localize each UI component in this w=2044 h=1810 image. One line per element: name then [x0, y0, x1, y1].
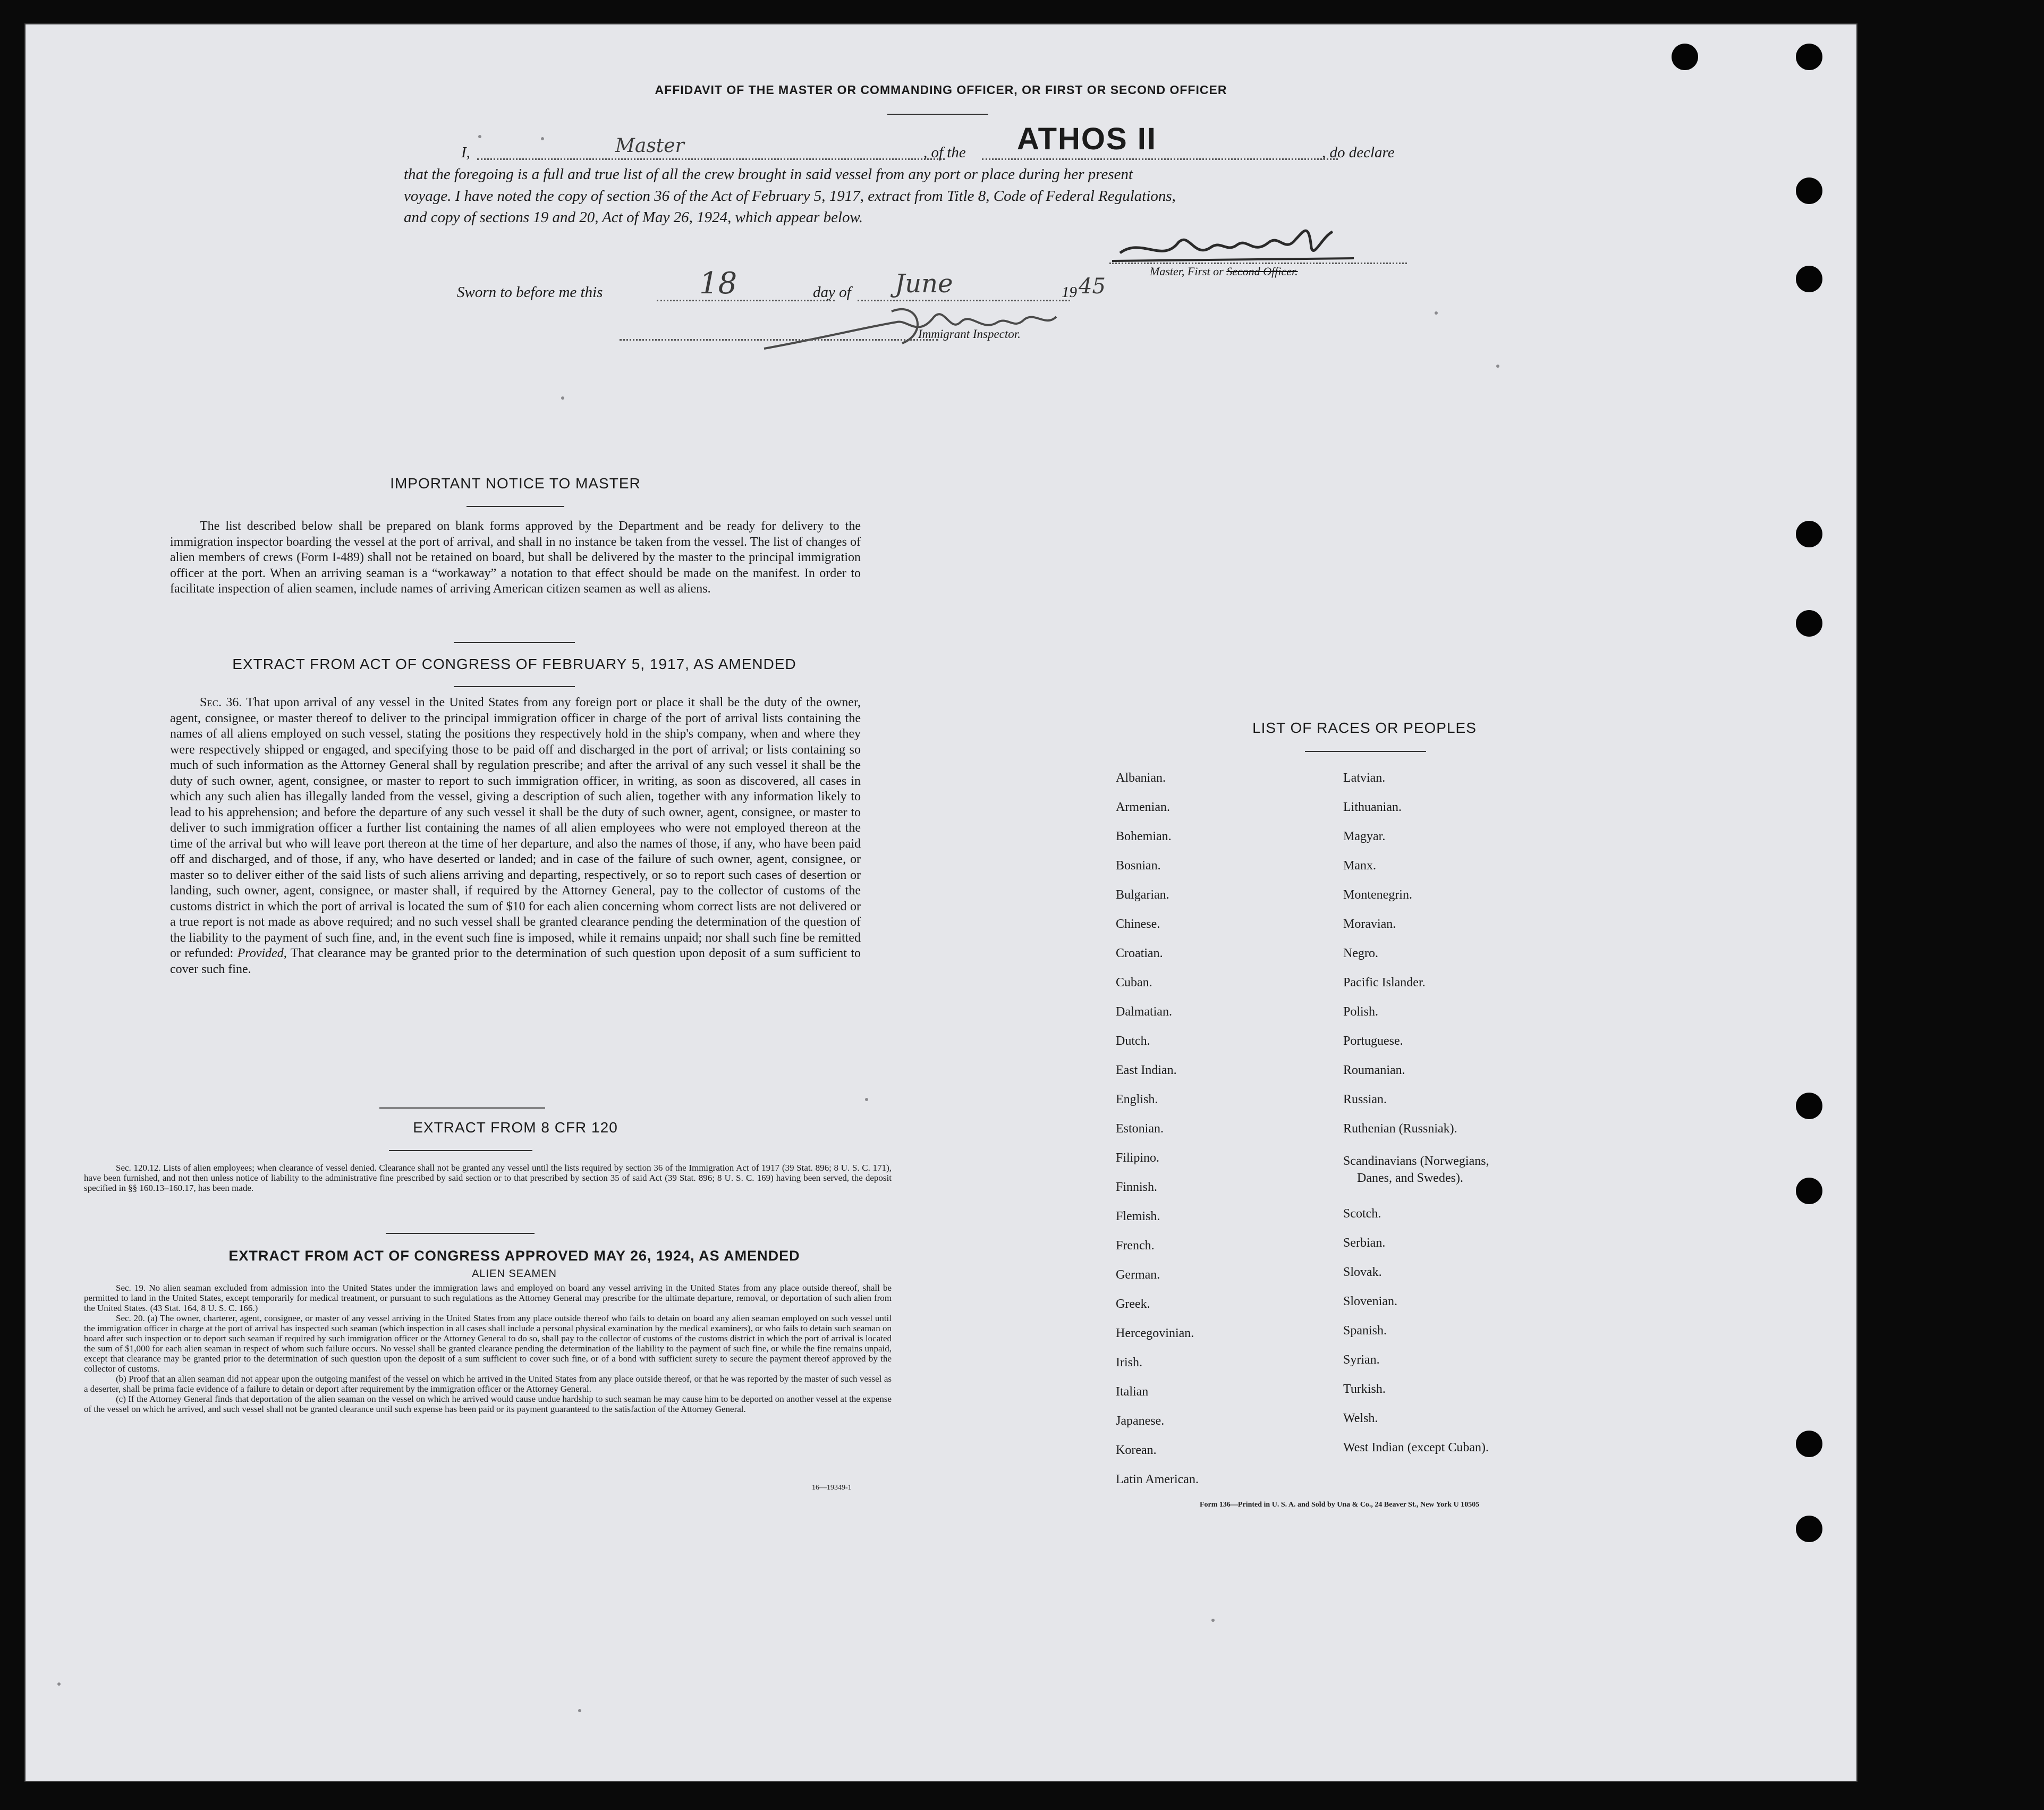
paper-speck	[1496, 365, 1499, 368]
cfr-block	[84, 1163, 892, 1193]
paper-speck	[1435, 311, 1438, 315]
cfr-heading: EXTRACT FROM 8 CFR 120	[413, 1119, 618, 1136]
sec-36-text: That upon arrival of any vessel in the United States from any foreign port or place it shall be the duty of the owner, agent, consignee, or master thereof to deliver to the principal immigration officer in charge of the port of arrival lists containing the names of all aliens employed on such vessel, stating the positions they respectively hold in the ship's company, when and where they were respectively shipped or engaged, and specifying those to be paid off and discharged in the port of arrival; or lists containing so much of such information as the Attorney General shall by regulation prescribe; and after the arrival of any such vessel it shall be the duty of such owner, agent, consignee, or master to report to such immigration officer, in writing, as soon as discovered, all cases in which any such alien has illegally landed from the vessel, giving a description of such alien, together with any information likely to lead to his apprehension; and before the departure of any such vessel it shall be the duty of such owner, agent, consignee, or master to deliver to such immigration officer a further list containing the names of all alien employees who were not employed thereon at the time of the arrival but who will leave port thereon at the time of her departure, and also the names of those, if any, who have been paid off and discharged, and of those, if any, who have deserted or landed; and in case of the failure of such owner, agent, consignee, or master so to deliver either of the said lists of such aliens arriving and departing, respectively, or so to report such cases of desertion or landing, such owner, agent, consignee, or master shall, if required by the Attorney General, pay to the collector of customs of the customs district in which the port of arrival is located the sum of $10 for each alien concerning whom correct lists are not delivered or a true report is not made as above required; and no such vessel shall be granted clearance pending the determination of the question of the liability to the payment of such fine, and, in the event such fine is imposed, while it remains unpaid; nor shall such fine be remitted or refunded:	[170, 696, 861, 960]
race-entry: Croatian.	[1116, 946, 1163, 960]
cfr-body: Sec. 120.12. Lists of alien employees; when clearance of vessel denied. Clearance shall not be granted any vessel until the lists required by section 36 of the Immigration Act of 1917 (39 Stat. 896; 8 U. S. C. 171), have been furnished, and not then unless notice of liability to the administrative fine prescribed by said section or to that prescribed by section 35 of said Act (39 Stat. 896; 8 U. S. C. 169) having been served, the deposit specified in §§ 160.13–160.17, has been made.	[84, 1163, 892, 1193]
race-entry: Estonian.	[1116, 1122, 1164, 1136]
race-entry: Magyar.	[1343, 830, 1386, 843]
binder-hole	[1796, 1431, 1822, 1457]
i-label: I,	[461, 144, 470, 161]
sec-36-text-end: That clearance may be granted prior to the determination of such question upon deposit of a sum sufficient to cover such fine.	[170, 946, 861, 976]
statement-line-3: and copy of sections 19 and 20, Act of May 26, 1924, which appear below.	[404, 209, 863, 226]
race-entry: Spanish.	[1343, 1324, 1387, 1338]
race-entry: Hercegovinian.	[1116, 1326, 1194, 1340]
race-entry: Latvian.	[1343, 771, 1386, 785]
race-entry: Polish.	[1343, 1005, 1379, 1019]
provided-word: Provided,	[237, 946, 287, 960]
cfr-top-rule	[379, 1107, 545, 1109]
race-entry: Syrian.	[1343, 1353, 1380, 1367]
race-entry: Finnish.	[1116, 1180, 1158, 1194]
race-entry: Scotch.	[1343, 1207, 1381, 1221]
races-heading: LIST OF RACES OR PEOPLES	[1252, 720, 1477, 736]
notice-end-rule	[454, 642, 575, 643]
race-entry: Russian.	[1343, 1093, 1387, 1106]
races-column-2-bottom	[1343, 1203, 1609, 1466]
race-entry: Roumanian.	[1343, 1063, 1405, 1077]
signature-label-struck: Second Officer.	[1226, 265, 1298, 278]
binder-hole	[1796, 521, 1822, 547]
officer-value: Master	[615, 135, 684, 157]
race-entry: Korean.	[1116, 1443, 1157, 1457]
race-entry: Dutch.	[1116, 1034, 1150, 1048]
sec-20c-body: (c) If the Attorney General finds that deportation of the alien seaman on the vessel on which he arrived would cause undue hardship to such seaman he may cause him to be deported on another vessel at the expense of the vessel on which he arrived, and such vessel shall not be granted clearance until such expense has been paid or its payment guaranteed to the satisfaction of the Attorney General.	[84, 1394, 892, 1414]
scandinavians-line-1: Scandinavians (Norwegians,	[1343, 1154, 1489, 1168]
race-entry: Manx.	[1343, 859, 1376, 873]
binder-hole	[1796, 266, 1822, 292]
race-entry: Filipino.	[1116, 1151, 1160, 1165]
races-rule	[1305, 751, 1426, 752]
race-entry: English.	[1116, 1093, 1158, 1106]
race-entry: Lithuanian.	[1343, 800, 1402, 814]
extract-1917-block	[170, 695, 861, 977]
sworn-day: 18	[699, 266, 737, 301]
extract-1917-rule	[454, 686, 575, 687]
race-entry: Greek.	[1116, 1297, 1150, 1311]
do-declare: , do declare	[1322, 144, 1395, 161]
extract-1924-block	[84, 1283, 892, 1414]
officer-line	[477, 158, 945, 160]
binder-hole	[1796, 1178, 1822, 1204]
notice-rule	[467, 506, 564, 507]
binder-hole	[1796, 44, 1822, 70]
paper-speck	[561, 396, 564, 400]
cfr-rule	[389, 1150, 532, 1151]
race-entry: Bulgarian.	[1116, 888, 1169, 902]
race-entry: Japanese.	[1116, 1414, 1165, 1428]
sec-19-body: Sec. 19. No alien seaman excluded from admission into the United States under the immigration laws and employed on board any vessel arriving in the United States from any place outside thereof, shall be permitted to land in the United States, except temporarily for medical treatment, or pursuant to such regulations as the Attorney General may prescribe for the ultimate departure, removal, or deportation of such alien from the United States. (43 Stat. 164, 8 U. S. C. 166.)	[84, 1283, 892, 1313]
inspector-line	[620, 339, 938, 341]
sworn-month: June	[895, 269, 953, 299]
race-entry: Pacific Islander.	[1343, 976, 1426, 989]
binder-hole	[1796, 1516, 1822, 1542]
paper-speck	[578, 1709, 581, 1712]
binder-hole	[1796, 610, 1822, 637]
title-rule	[887, 114, 988, 115]
race-entry: West Indian (except Cuban).	[1343, 1441, 1489, 1454]
race-entry: Albanian.	[1116, 771, 1166, 785]
statement-line-1: that the foregoing is a full and true list of all the crew brought in said vessel from any port or place during her present	[404, 166, 1133, 183]
vessel-line	[982, 158, 1338, 160]
scandinavians-entry	[1343, 1153, 1619, 1187]
extract-1924-heading: EXTRACT FROM ACT OF CONGRESS APPROVED MAY 26, 1924, AS AMENDED	[228, 1248, 800, 1264]
race-entry: Latin American.	[1116, 1473, 1199, 1486]
race-entry: East Indian.	[1116, 1063, 1177, 1077]
race-entry: Irish.	[1116, 1356, 1142, 1369]
race-entry: German.	[1116, 1268, 1160, 1282]
paper-speck	[478, 135, 481, 138]
extract-1924-top-rule	[386, 1233, 535, 1234]
race-entry: Italian	[1116, 1385, 1149, 1399]
paper-speck	[541, 137, 544, 140]
of-the-label: , of the	[923, 144, 966, 161]
binder-hole	[1796, 1093, 1822, 1119]
race-entry: Bohemian.	[1116, 830, 1172, 843]
race-entry: Armenian.	[1116, 800, 1170, 814]
binder-hole	[1672, 44, 1698, 70]
extract-1917-heading: EXTRACT FROM ACT OF CONGRESS OF FEBRUARY 5, 1917, AS AMENDED	[232, 656, 796, 672]
signature-line	[1109, 263, 1407, 264]
race-entry: Negro.	[1343, 946, 1378, 960]
form-sheet	[26, 24, 1856, 1781]
inspector-label: Immigrant Inspector.	[918, 327, 1021, 341]
race-entry: Ruthenian (Russniak).	[1343, 1122, 1457, 1136]
form-code: 16—19349-1	[812, 1484, 852, 1492]
races-column-2-top	[1343, 767, 1609, 1147]
race-entry: Montenegrin.	[1343, 888, 1412, 902]
race-entry: Bosnian.	[1116, 859, 1161, 873]
signature-label-master: Master, First or	[1150, 265, 1224, 278]
race-entry: Portuguese.	[1343, 1034, 1403, 1048]
alien-seamen-subheading: ALIEN SEAMEN	[472, 1268, 557, 1280]
vessel-name: ATHOS II	[1017, 122, 1157, 156]
race-entry: Slovenian.	[1343, 1295, 1397, 1308]
race-entry: Dalmatian.	[1116, 1005, 1172, 1019]
affidavit-title: AFFIDAVIT OF THE MASTER OR COMMANDING OFFICER, OR FIRST OR SECOND OFFICER	[655, 83, 1227, 97]
notice-body: The list described below shall be prepared on blank forms approved by the Department and be ready for delivery to the immigration inspector boarding the vessel at the port of arrival, and shall in no instance be taken from the vessel. The list of changes of alien members of crews (Form I-489) shall not be retained on board, but shall be delivered by the master to the principal immigration officer at the port. When an arriving seaman is a “workaway” a notation to that effect should be made on the manifest. In order to facilitate inspection of alien seamen, include names of arriving American citizen seamen as well as aliens.	[170, 519, 861, 596]
binder-hole	[1796, 177, 1822, 204]
sworn-label: Sworn to before me this	[457, 284, 603, 301]
race-entry: Flemish.	[1116, 1210, 1160, 1223]
year-value: 45	[1079, 274, 1106, 299]
sec-20a-body: Sec. 20. (a) The owner, charterer, agent, consignee, or master of any vessel arriving in the United States from any place outside thereof who fails to detain on board any alien seaman employed on such vessel until the immigration officer in charge at the port of arrival has inspected such seaman (which inspection in all cases shall include a personal physical examination by the medical examiners), or who fails to detain such seaman on board after such inspection or to deport such seaman if required by such immigration officer or the Attorney General to do so, shall pay to the collector of customs of the customs district in which the port of arrival is located the sum of $1,000 for each alien seaman in respect of whom such failure occurs. No vessel shall be granted clearance pending the determination of the liability to the payment of such fine, or while the fine remains unpaid, except that clearance may be granted prior to the determination of such question upon the deposit of a sum sufficient to cover such fine, or of a bond with sufficient surety to secure the payment thereof approved by the collector of customs.	[84, 1313, 892, 1374]
extract-1917-body	[170, 695, 861, 977]
printer-line: Form 136—Printed in U. S. A. and Sold by Una & Co., 24 Beaver St., New York U 10505	[1200, 1501, 1480, 1509]
notice-heading: IMPORTANT NOTICE TO MASTER	[390, 475, 641, 492]
sec-36-label: Sec. 36.	[200, 696, 242, 709]
race-entry: Welsh.	[1343, 1411, 1378, 1425]
paper-speck	[1211, 1619, 1215, 1622]
paper-speck	[57, 1682, 61, 1686]
sec-20b-body: (b) Proof that an alien seaman did not appear upon the outgoing manifest of the vessel on which he arrived in the United States from any place outside thereof, or that he was reported by the master of such vessel as a deserter, shall be prima facie evidence of a failure to detain or deport after requirement by the immigration officer or the Attorney General.	[84, 1374, 892, 1394]
race-entry: Cuban.	[1116, 976, 1152, 989]
race-entry: Slovak.	[1343, 1265, 1382, 1279]
year-prefix: 19	[1062, 284, 1077, 301]
race-entry: Turkish.	[1343, 1382, 1386, 1396]
paper-speck	[865, 1098, 868, 1101]
notice-body-block	[170, 519, 861, 597]
day-of-label: day of	[813, 284, 851, 301]
race-entry: French.	[1116, 1239, 1155, 1253]
race-entry: Chinese.	[1116, 917, 1160, 931]
race-entry: Moravian.	[1343, 917, 1396, 931]
races-column-1	[1116, 767, 1339, 1498]
race-entry: Serbian.	[1343, 1236, 1386, 1250]
signature-label	[1150, 265, 1298, 278]
statement-line-2: voyage. I have noted the copy of section 36 of the Act of February 5, 1917, extract from Title 8, Code of Federal Regulations,	[404, 188, 1176, 205]
scandinavians-line-2: Danes, and Swedes).	[1357, 1171, 1463, 1185]
